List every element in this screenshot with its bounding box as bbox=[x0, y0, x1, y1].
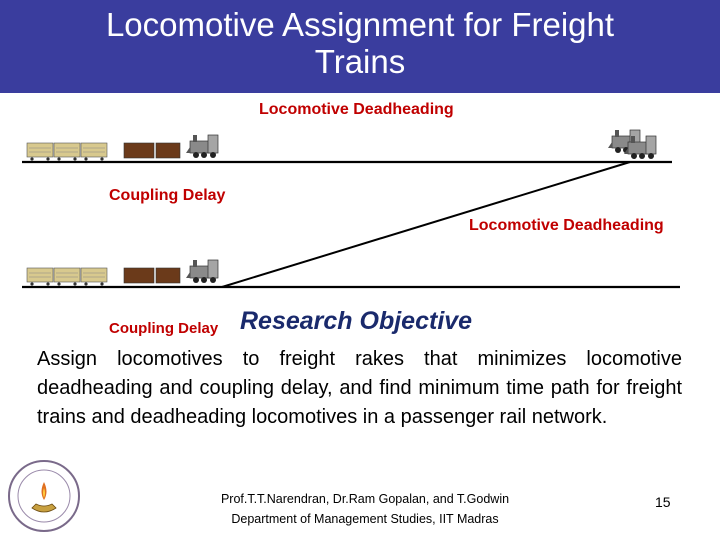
top-left-locomotive-icon bbox=[186, 135, 218, 158]
research-objective-text: Assign locomotives to freight rakes that minimizes locomotive deadheading and coupling delay, and find minimum time path for freight trains and deadheading locomotives in a passenger rail network. bbox=[37, 348, 682, 428]
slide-title-line-2: Trains bbox=[314, 43, 406, 80]
page-number: 15 bbox=[655, 494, 671, 510]
top-freight-rake bbox=[27, 143, 180, 161]
bottom-left-locomotive-icon bbox=[186, 260, 218, 283]
footer-authors: Prof.T.T.Narendran, Dr.Ram Gopalan, and T.Godwin bbox=[220, 492, 510, 506]
label-coupling-delay-bottom: Coupling Delay bbox=[109, 320, 219, 337]
top-right-locomotive-icon bbox=[608, 130, 656, 159]
label-locomotive-deadheading-top: Locomotive Deadheading bbox=[259, 101, 454, 118]
label-coupling-delay-top: Coupling Delay bbox=[109, 187, 226, 204]
slide-title-line-1: Locomotive Assignment for Freight bbox=[105, 6, 615, 43]
institute-logo-icon bbox=[6, 458, 82, 534]
footer-credits bbox=[185, 489, 545, 529]
bottom-freight-rake bbox=[27, 268, 180, 286]
section-title: Research Objective bbox=[240, 307, 473, 335]
footer-department: Department of Management Studies, IIT Madras bbox=[231, 512, 499, 526]
label-locomotive-deadheading-middle: Locomotive Deadheading bbox=[469, 217, 664, 234]
